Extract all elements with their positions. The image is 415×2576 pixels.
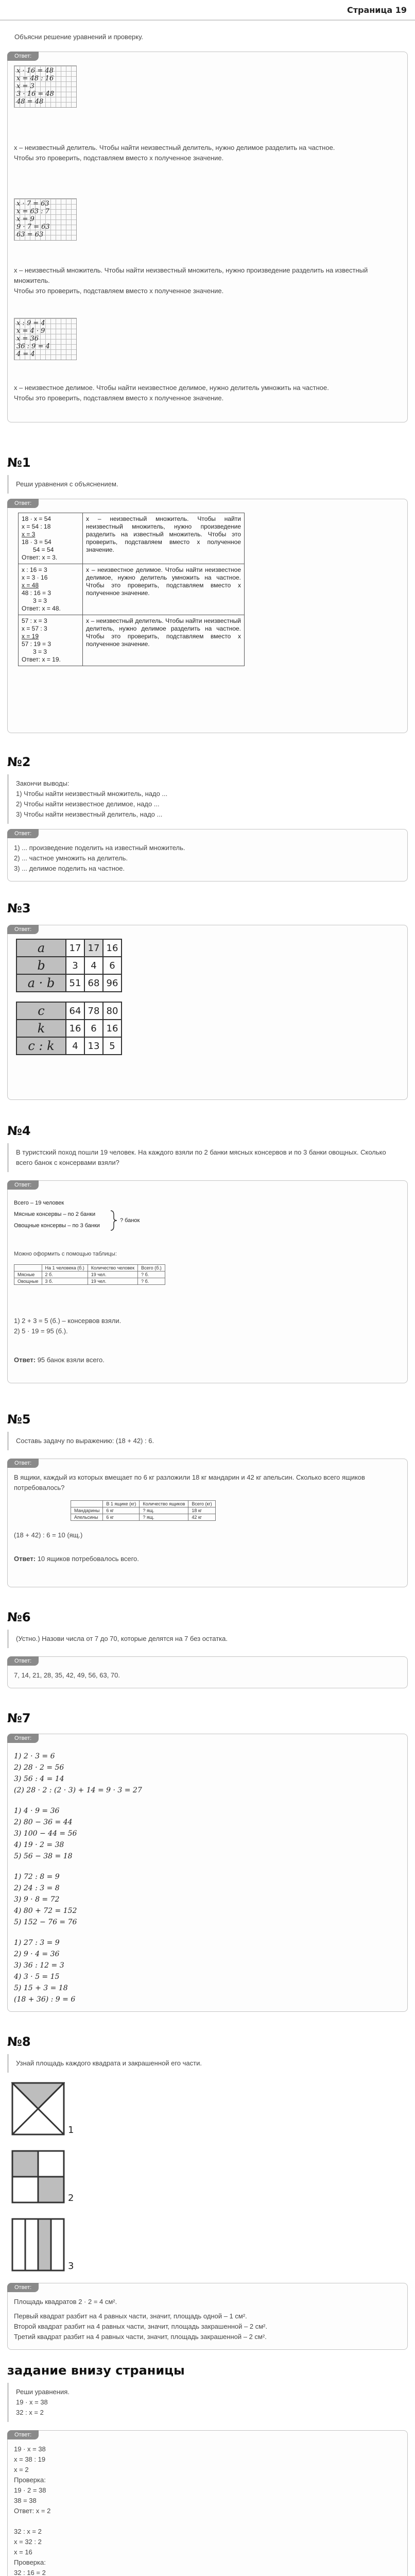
equation-line: 3 = 3 [33,597,47,604]
answer-line: 2) ... частное умножить на делитель. [14,854,128,862]
table-cell: 2 б. [42,1272,88,1278]
bottom-task-answer [7,2430,408,2576]
table-header-row [14,1265,165,1272]
equation-line: Ответ: х = 19. [22,656,61,663]
table-cell: 68 [84,974,103,992]
task-2-title: №2 [7,755,31,769]
table-cell: ? б. [138,1272,165,1278]
composed-problem: В ящики, каждый из которых вмещает по 6 кг разложили 18 кг мандарин и 42 кг апельсин. Сколько всего ящиков потребовалось? [14,1473,365,1492]
table-cell: Мандарины [71,1507,103,1514]
answer-tag: Ответ: [7,1459,39,1468]
equations-table [18,513,245,666]
task-1-title: №1 [7,455,31,470]
table-cell: 3 б. [42,1278,88,1285]
calc-block-3 [14,1871,401,1928]
calc-block-4 [14,1937,401,2005]
answer-tag: Ответ: [7,2283,39,2292]
sketch-line: Овощные консервы – по 3 банки [14,1223,100,1229]
calc-line: 5) 15 + 3 = 18 [14,1984,68,1992]
table-cell: 6 кг [103,1514,140,1521]
column-header: Всего (кг) [188,1501,215,1507]
table-row [16,1002,122,1020]
equation-line: 18 · х = 54 [22,515,51,522]
table-cell: 78 [84,1002,103,1020]
answer-prefix: Ответ: [14,1555,36,1563]
final-answer [14,1554,401,1564]
table-row [19,615,245,666]
equation-line: 18 · 3 = 54 [22,538,51,546]
hand-line: х = 36 [16,335,39,343]
square-quarters-shape [11,2150,65,2204]
column-header [14,1265,42,1272]
answer-line: Первый квадрат разбит на 4 равных части, значит, площадь одной – 1 см². [14,2312,247,2320]
answer-value: 95 банок взяли всего. [37,1356,105,1364]
calc-line: 2) 28 · 2 = 56 [14,1764,64,1772]
table-row [14,1278,165,1285]
grid-sheet [14,198,77,241]
equation-cell [19,513,83,564]
calc-line: 1) 27 : 3 = 9 [14,1939,60,1947]
calc-line: 2) 80 − 36 = 44 [14,1818,73,1826]
row-header: c [16,1002,66,1020]
page-header [0,0,415,21]
answer-tag: Ответ: [7,1734,39,1743]
hand-line: 4 = 4 [16,350,35,358]
column-header: В 1 ящике (кг) [103,1501,140,1507]
equation-line: 57 : 19 = 3 [22,640,51,648]
answer-line: х = 38 : 19 [14,2455,46,2463]
table-cell: 6 [84,1020,103,1037]
table-row [19,513,245,564]
row-header: b [16,957,66,974]
explanation: х – неизвестное делимое. Чтобы найти неизвестное делимое, нужно делитель умножить на частное. [14,384,329,392]
intro-example-1 [14,65,401,163]
task-line: Закончи выводы: [16,779,70,787]
equation-line: х = 3 [22,531,36,538]
task-1-answer [7,499,408,733]
square-3 [11,2218,415,2272]
table-cell: 16 [103,1020,122,1037]
task-line: 19 · х = 38 [16,2398,48,2406]
table-intro: Можно оформить с помощью таблицы: [14,1251,117,1257]
table-row [16,1037,122,1055]
answer-line: Проверка: [14,2476,46,2484]
task-4-text: В туристский поход пошли 19 человек. На каждого взяли по 2 банки мясных консервов и по 3 банки овощных. Сколько всего банок с консервами взяли? [7,1143,408,1172]
hand-line: х : 9 = 4 [16,319,45,327]
square-label: 3 [68,2261,74,2272]
square-1 [11,2082,415,2136]
equation-line: х = 48 [22,582,39,589]
sketch-line: Всего – 19 человек [14,1200,64,1206]
answer-line: 32 : х = 2 [14,2528,42,2535]
calc-line: 4) 80 + 72 = 152 [14,1907,77,1915]
answer-line: Второй квадрат разбит на 4 равных части, значит, площадь закрашенной – 2 см². [14,2323,268,2330]
hand-line: 63 = 63 [16,231,44,239]
task-line: 32 : х = 2 [16,2409,44,2416]
brace-label: ? банок [120,1217,140,1224]
answer-line: Ответ: х = 2 [14,2507,51,2515]
equation-line: х : 16 = 3 [22,566,47,573]
page-title: Страница 19 [347,5,407,15]
task-7-answer [7,1734,408,2012]
explanation: х – неизвестный делитель. Чтобы найти неизвестный делитель, нужно делимое разделить на частное. [14,144,335,151]
variables-table-1 [16,939,122,992]
calc-line: 5) 56 − 38 = 18 [14,1852,73,1860]
answer-line: х = 16 [14,2548,32,2556]
task-6-title: №6 [7,1610,31,1624]
square-2 [11,2150,415,2204]
table-cell: 17 [84,939,103,957]
equation-line: х = 3 · 16 [22,574,48,581]
solution-line: (18 + 42) : 6 = 10 (ящ.) [14,1531,83,1539]
equation-line: 3 = 3 [33,648,47,655]
table-header-row [71,1501,216,1507]
grid-sheet [14,65,77,108]
answer-tag: Ответ: [7,829,39,838]
table-row [19,564,245,615]
table-cell: 4 [66,1037,84,1055]
table-cell: Овощные [14,1278,42,1285]
equation-line: х = 57 : 3 [22,625,47,632]
row-header: a [16,939,66,957]
square-diagonals-shape [11,2082,65,2136]
task-8-answer [7,2283,408,2350]
task-6-answer [7,1656,408,1688]
table-row [16,939,122,957]
hand-line: х · 16 = 48 [16,67,54,75]
hand-line: х = 9 [16,215,34,223]
hand-line: 36 : 9 = 4 [16,343,50,350]
calc-line: (18 + 36) : 9 = 6 [14,1995,76,2004]
hand-line: 3 · 16 = 48 [16,90,54,98]
hand-line: 48 = 48 [16,98,44,106]
check-note: Чтобы это проверить, подставляем вместо х полученное значение. [14,394,224,402]
calc-line: 3) 56 : 4 = 14 [14,1775,64,1783]
intro-answer [7,52,408,422]
task-4-table [14,1264,165,1285]
answer-tag: Ответ: [7,52,39,61]
task-3-answer [7,925,408,1100]
hand-line: х = 48 : 16 [16,75,54,82]
row-header: a · b [16,974,66,992]
equation-line: Ответ: х = 3. [22,554,58,561]
bottom-task-text [7,2383,408,2422]
table-cell: 19 чел. [88,1272,137,1278]
sketch-line: Мясные консервы – по 2 банки [14,1211,96,1217]
square-strips-shape [11,2218,65,2272]
table-cell: 5 [103,1037,122,1055]
table-cell: Апельсины [71,1514,103,1521]
task-line: Реши уравнения. [16,2388,70,2396]
answer-line: 19 · 2 = 38 [14,2486,46,2494]
column-header: На 1 человека (б.) [42,1265,88,1272]
table-row [14,1272,165,1278]
calc-line: 1) 72 : 8 = 9 [14,1873,60,1881]
table-cell: 16 [66,1020,84,1037]
table-cell: 96 [103,974,122,992]
calc-block-1 [14,1751,401,1796]
bottom-task-title: задание внизу страницы [7,2363,185,2378]
equation-cell [19,615,83,666]
task-2-answer [7,829,408,882]
answer-line: 38 = 38 [14,2497,37,2504]
answer-tag: Ответ: [7,2430,39,2439]
task-5-text: Составь задачу по выражению: (18 + 42) : 6. [7,1432,408,1450]
squares-figure [9,2082,415,2272]
row-header: c : k [16,1037,66,1055]
table-cell: 6 кг [103,1507,140,1514]
answer-line: 3) ... делимое поделить на частное. [14,865,125,872]
task-line: 3) Чтобы найти неизвестный делитель, надо ... [16,810,163,818]
calc-line: 3) 36 : 12 = 3 [14,1961,64,1970]
answer-line: Третий квадрат разбит на 4 равных части, значит, площадь закрашенной – 2 см². [14,2333,267,2341]
task-line: 2) Чтобы найти неизвестное делимое, надо ... [16,800,160,808]
task-5-title: №5 [7,1412,31,1427]
answer-line: 19 · х = 38 [14,2445,46,2453]
table-cell: 17 [66,939,84,957]
column-header: Всего (б.) [138,1265,165,1272]
square-label: 2 [68,2193,74,2204]
table-cell: 18 кг [188,1507,215,1514]
table-cell: 42 кг [188,1514,215,1521]
calc-line: 1) 2 · 3 = 6 [14,1752,55,1760]
column-header: Количество человек [88,1265,137,1272]
answer-line: Проверка: [14,2558,46,2566]
calc-line: 3) 9 · 8 = 72 [14,1895,60,1904]
answer-value: 10 ящиков потребовалось всего. [37,1555,139,1563]
intro-example-2 [14,198,401,296]
task-4-answer [7,1180,408,1383]
table-row [71,1514,216,1521]
equation-line: х = 54 : 18 [22,523,51,530]
row-header: k [16,1020,66,1037]
equation-line: 57 : х = 3 [22,617,47,624]
answer-line: 32 : 16 = 2 [14,2569,46,2576]
calc-line: 2) 9 · 4 = 36 [14,1950,60,1958]
calc-line: 4) 3 · 5 = 15 [14,1973,60,1981]
calc-line: 1) 4 · 9 = 36 [14,1807,60,1815]
hand-line: х · 7 = 63 [16,200,49,208]
intro-example-3 [14,318,401,403]
answer-value: 7, 14, 21, 28, 35, 42, 49, 56, 63, 70. [14,1671,120,1679]
answer-line: х = 32 : 2 [14,2538,42,2546]
task-8-title: №8 [7,2035,31,2049]
task-7-title: №7 [7,1711,31,1725]
task-4-title: №4 [7,1124,31,1138]
table-cell: 51 [66,974,84,992]
intro-task: Объясни решение уравнений и проверку. [14,33,143,41]
table-cell: 3 [66,957,84,974]
hand-line: 9 · 7 = 63 [16,223,50,231]
curly-brace [110,1210,118,1231]
task-line: 1) Чтобы найти неизвестный множитель, надо ... [16,790,168,798]
calc-line: 2) 24 : 3 = 8 [14,1884,60,1892]
table-cell: 16 [103,939,122,957]
answer-tag: Ответ: [7,925,39,934]
table-cell: ? б. [138,1278,165,1285]
table-row [16,957,122,974]
calc-line: 5) 152 − 76 = 76 [14,1918,77,1926]
calc-line: 3) 100 − 44 = 56 [14,1829,77,1838]
answer-line: Площадь квадратов 2 · 2 = 4 см². [14,2298,117,2306]
answer-prefix: Ответ: [14,1356,36,1364]
answer-tag: Ответ: [7,1180,39,1190]
hand-line: х = 4 · 9 [16,327,45,335]
variables-table-2 [16,1002,122,1055]
table-cell: 19 чел. [88,1278,137,1285]
table-cell: 80 [103,1002,122,1020]
answer-tag: Ответ: [7,499,39,508]
table-cell: 6 [103,957,122,974]
task-3-title: №3 [7,901,31,916]
table-row [16,974,122,992]
hand-line: х = 63 : 7 [16,208,49,215]
task-2-text [7,774,408,824]
task-5-table [71,1500,216,1521]
table-cell: ? ящ. [140,1507,188,1514]
check-note: Чтобы это проверить, подставляем вместо х полученное значение. [14,154,224,162]
explanation-cell: х – неизвестный множитель. Чтобы найти неизвестный множитель, нужно произведение разделить на известный множитель. Чтобы это проверить, подставляем вместо х полученное значение. [83,513,245,564]
equation-line: Ответ: х = 48. [22,605,61,612]
column-header [71,1501,103,1507]
explanation-cell: х – неизвестное делимое. Чтобы найти неизвестное делимое, нужно делитель умножить на частное. Чтобы это проверить, подставляем вместо х полученное значение. [83,564,245,615]
task-1-text: Реши уравнения с объяснением. [7,475,408,494]
table-cell: ? ящ. [140,1514,188,1521]
solution-line: 1) 2 + 3 = 5 (б.) – консервов взяли. [14,1317,122,1325]
table-row [71,1507,216,1514]
equation-line: 54 = 54 [33,546,54,553]
task-6-text: (Устно.) Назови числа от 7 до 70, которые делятся на 7 без остатка. [7,1630,408,1648]
task-8-text: Узнай площадь каждого квадрата и закрашенной его части. [7,2054,408,2073]
final-answer [14,1355,401,1365]
calc-block-2 [14,1805,401,1862]
table-row [16,1020,122,1037]
equation-cell [19,564,83,615]
square-label: 1 [68,2125,74,2136]
calc-line: (2) 28 · 2 : (2 · 3) + 14 = 9 · 3 = 27 [14,1786,142,1794]
calc-line: 4) 19 · 2 = 38 [14,1841,64,1849]
condition-sketch [14,1197,199,1231]
grid-sheet [14,318,77,360]
equation-line: х = 19 [22,633,39,640]
solution-line: 2) 5 · 19 = 95 (б.). [14,1327,68,1335]
explanation-cell: х – неизвестный делитель. Чтобы найти неизвестный делитель, нужно делимое разделить на частное. Чтобы это проверить, подставляем вместо х полученное значение. [83,615,245,666]
check-note: Чтобы это проверить, подставляем вместо х полученное значение. [14,287,224,295]
table-cell: 64 [66,1002,84,1020]
answer-line: 1) ... произведение поделить на известный множитель. [14,844,185,852]
explanation: х – неизвестный множитель. Чтобы найти неизвестный множитель, нужно произведение разделить на известный множитель. [14,266,368,284]
column-header: Количество ящиков [140,1501,188,1507]
equation-line: 48 : 16 = 3 [22,589,51,597]
table-cell: 13 [84,1037,103,1055]
task-5-answer [7,1459,408,1587]
table-cell: 4 [84,957,103,974]
table-cell: Мясные [14,1272,42,1278]
answer-line: х = 2 [14,2466,29,2473]
answer-line [14,2516,401,2527]
hand-line: х = 3 [16,82,34,90]
answer-tag: Ответ: [7,1656,39,1666]
